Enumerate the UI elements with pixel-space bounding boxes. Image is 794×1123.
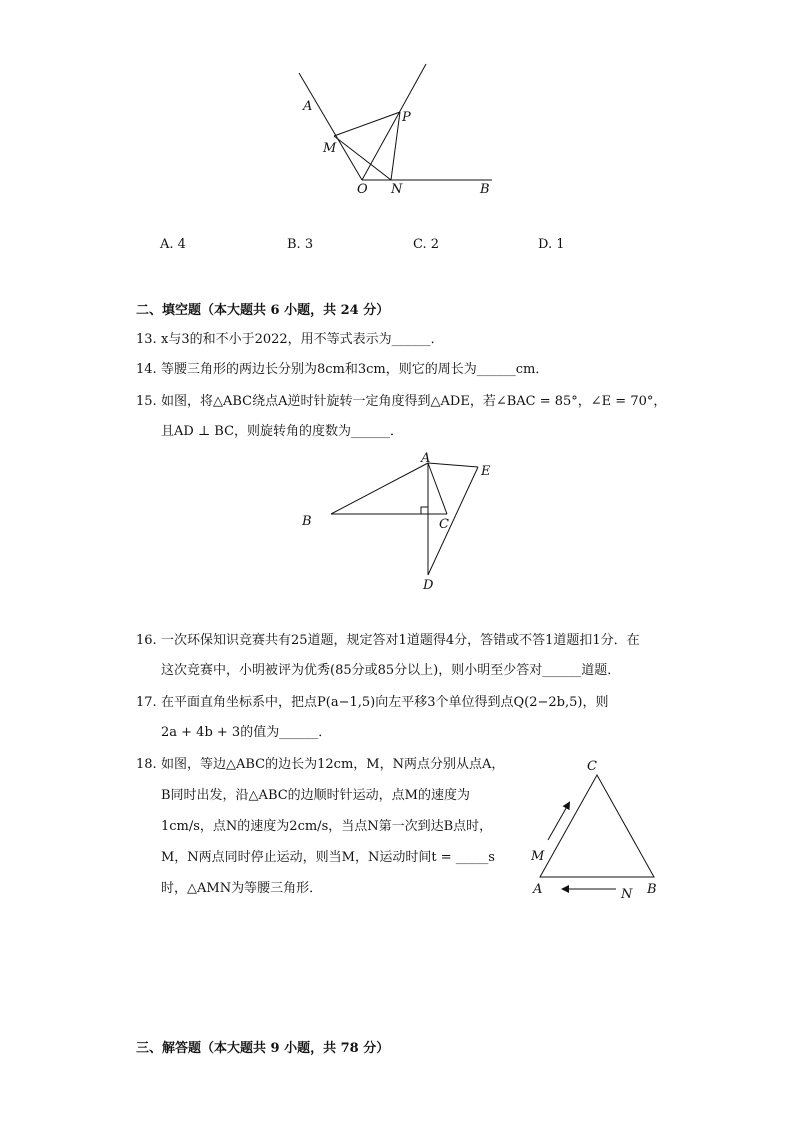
label-a: A [421, 451, 431, 466]
label-b: B [647, 882, 657, 897]
q17-line2: 2a + 4b + 3的值为______． [161, 725, 332, 740]
option-a[interactable]: A. 4 [160, 237, 186, 252]
q18-number: 18. [136, 757, 157, 772]
q18-line5: 时，△AMN为等腰三角形． [161, 881, 323, 896]
q18-line4: M，N两点同时停止运动，则当M，N运动时间t = _____s [161, 850, 495, 865]
q16-line2: 这次竞赛中，小明被评为优秀(85分或85分以上)，则小明至少答对______道题． [161, 663, 621, 678]
triangle-abc [540, 775, 654, 877]
q15-line2: 且AD ⊥ BC，则旋转角的度数为______． [161, 424, 404, 439]
q16-number: 16. [136, 633, 157, 648]
label-c: C [587, 759, 597, 774]
q17-number: 17. [136, 695, 157, 710]
q14-number: 14. [136, 362, 157, 377]
q15-line1: 如图，将△ABC绕点A逆时针旋转一定角度得到△ADE，若∠BAC = 85°，∠E = 70°， [161, 394, 667, 409]
section-3-title: 三、解答题（本大题共 9 小题，共 78 分） [136, 1041, 390, 1056]
q14-text: 等腰三角形的两边长分别为8cm和3cm，则它的周长为______cm． [161, 362, 549, 377]
option-d[interactable]: D. 1 [538, 237, 565, 252]
option-c[interactable]: C. 2 [413, 237, 440, 252]
q18-line3: 1cm/s，点N的速度为2cm/s，当点N第一次到达B点时， [161, 819, 493, 834]
q16-line1: 一次环保知识竞赛共有25道题，规定答对1道题得4分，答错或不答1道题扣1分．在 [161, 633, 640, 648]
label-b: B [480, 182, 490, 197]
label-n: N [621, 887, 633, 902]
label-o: O [357, 182, 368, 197]
label-m: M [323, 141, 337, 156]
label-a: A [303, 99, 313, 114]
label-p: P [402, 110, 411, 125]
arrow-m-direction [548, 803, 569, 840]
q13-number: 13. [136, 332, 157, 347]
label-b: B [302, 514, 312, 529]
q15-number: 15. [136, 394, 157, 409]
label-m: M [531, 849, 545, 864]
section-2-title: 二、填空题（本大题共 6 小题，共 24 分） [136, 303, 390, 318]
label-c: C [439, 517, 449, 532]
q18-line2: B同时出发，沿△ABC的边顺时针运动，点M的速度为 [161, 788, 470, 803]
label-d: D [423, 578, 434, 593]
label-n: N [391, 182, 403, 197]
q18-line1: 如图，等边△ABC的边长为12cm，M，N两点分别从点A， [161, 757, 505, 772]
label-e: E [481, 464, 491, 479]
q13-text: x与3的和不小于2022，用不等式表示为______． [161, 332, 444, 347]
option-b[interactable]: B. 3 [287, 237, 314, 252]
q17-line1: 在平面直角坐标系中，把点P(a−1,5)向左平移3个单位得到点Q(2−2b,5)，则 [161, 695, 609, 710]
label-a: A [533, 882, 543, 897]
